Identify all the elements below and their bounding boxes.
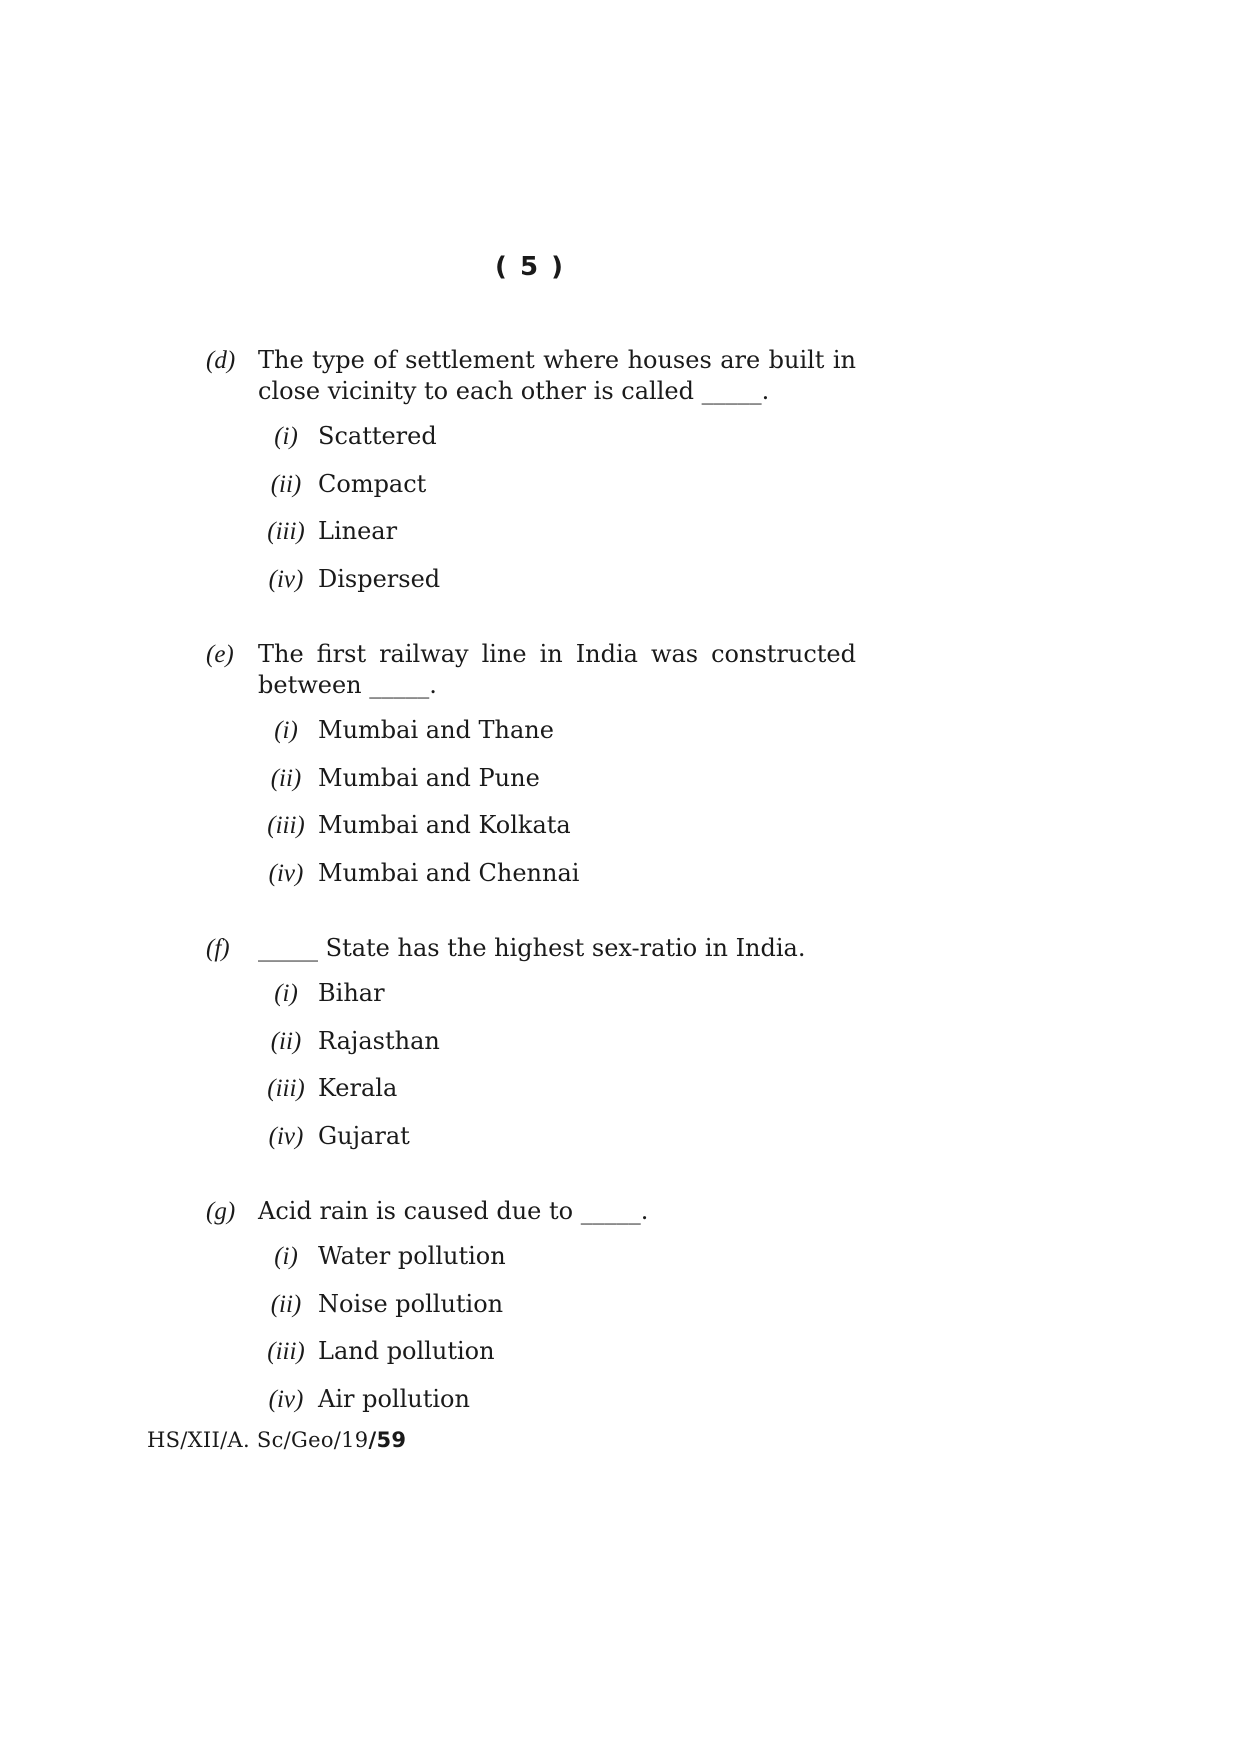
question-label: (e) — [206, 641, 234, 668]
question-d — [206, 345, 856, 611]
option-label: (iii) — [267, 518, 305, 545]
option-text: Mumbai and Chennai — [318, 858, 580, 887]
option-label: (i) — [274, 717, 298, 744]
option-label: (i) — [274, 1243, 298, 1270]
option-label: (ii) — [270, 1290, 302, 1318]
option-item — [258, 1121, 856, 1169]
option-item — [258, 1241, 856, 1289]
option-item — [258, 978, 856, 1026]
option-list — [258, 1241, 856, 1431]
option-label: (iii) — [267, 812, 305, 839]
paper-number: /59 — [368, 1428, 407, 1452]
option-label: (iii) — [267, 1338, 305, 1365]
option-label: (ii) — [270, 470, 302, 498]
option-item — [258, 1073, 856, 1121]
option-label: (iv) — [268, 1385, 304, 1413]
option-item — [258, 715, 856, 763]
option-item — [258, 858, 856, 906]
option-text: Land pollution — [318, 1337, 495, 1365]
option-item — [258, 469, 856, 517]
option-list — [258, 421, 856, 611]
option-list — [258, 715, 856, 905]
question-label: (d) — [206, 347, 236, 374]
option-label: (iv) — [268, 565, 304, 593]
option-item — [258, 1289, 856, 1337]
option-text: Bihar — [318, 979, 385, 1007]
option-text: Noise pollution — [318, 1289, 504, 1318]
option-label: (iii) — [267, 1075, 305, 1102]
option-item — [258, 810, 856, 858]
question-list — [206, 345, 856, 1459]
option-text: Mumbai and Pune — [318, 763, 540, 792]
option-text: Dispersed — [318, 564, 441, 593]
question-label: (g) — [206, 1198, 236, 1225]
question-text: Acid rain is caused due to _____. — [258, 1197, 649, 1225]
option-text: Mumbai and Kolkata — [318, 811, 571, 839]
option-label: (ii) — [270, 1027, 302, 1055]
option-label: (ii) — [270, 764, 302, 792]
option-label: (i) — [274, 980, 298, 1007]
option-item — [258, 421, 856, 469]
question-e — [206, 639, 856, 905]
option-text: Kerala — [318, 1074, 398, 1102]
option-text: Linear — [318, 517, 398, 545]
page-number: ( 5 ) — [495, 252, 565, 282]
option-item — [258, 516, 856, 564]
option-label: (iv) — [268, 859, 304, 887]
question-text: The type of settlement where houses are built in close vicinity to each other is called _____. — [258, 346, 856, 405]
option-text: Scattered — [318, 422, 437, 450]
footer-code — [147, 1428, 406, 1452]
question-g — [206, 1196, 856, 1431]
option-text: Water pollution — [318, 1242, 506, 1270]
paper-code: HS/XII/A. Sc/Geo/19 — [147, 1428, 369, 1452]
question-f — [206, 933, 856, 1168]
option-text: Rajasthan — [318, 1026, 440, 1055]
option-list — [258, 978, 856, 1168]
option-text: Compact — [318, 469, 427, 498]
option-label: (i) — [274, 423, 298, 450]
option-label: (iv) — [268, 1122, 304, 1150]
question-text: _____ State has the highest sex-ratio in India. — [258, 934, 806, 962]
option-text: Air pollution — [318, 1384, 470, 1413]
option-item — [258, 564, 856, 612]
option-text: Gujarat — [318, 1121, 410, 1150]
question-text: The first railway line in India was constructed between _____. — [258, 640, 856, 699]
option-item — [258, 1336, 856, 1384]
question-label: (f) — [206, 935, 230, 962]
option-text: Mumbai and Thane — [318, 716, 554, 744]
option-item — [258, 1026, 856, 1074]
option-item — [258, 763, 856, 811]
option-item — [258, 1384, 856, 1432]
